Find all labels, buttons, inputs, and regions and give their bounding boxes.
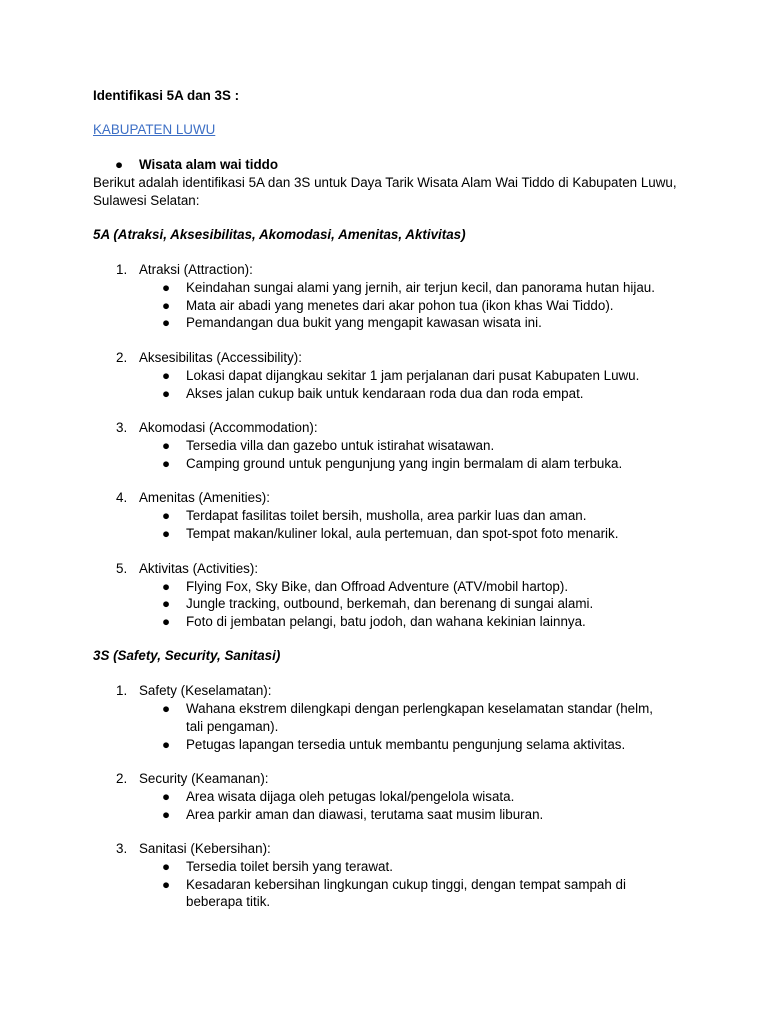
bullet-dot-icon: ● xyxy=(162,806,171,822)
list-item-header xyxy=(93,560,693,578)
list-number: 1. xyxy=(116,262,128,278)
list-item-label: Amenitas (Amenities): xyxy=(139,490,270,506)
list-item-header xyxy=(93,349,693,367)
numbered-list-item xyxy=(93,261,693,332)
bullet-text: Jungle tracking, outbound, berkemah, dan berenang di sungai alami. xyxy=(186,596,594,612)
bullet-text: Pemandangan dua bukit yang mengapit kawasan wisata ini. xyxy=(186,315,542,331)
bullet-text: Kesadaran kebersihan lingkungan cukup tinggi, dengan tempat sampah di beberapa titik. xyxy=(186,876,626,910)
bullet-dot-icon: ● xyxy=(162,455,171,471)
bullet-dot-icon: ● xyxy=(162,525,171,541)
bullet-dot-icon: ● xyxy=(162,297,171,313)
list-number: 3. xyxy=(116,420,128,436)
bullet-dot-icon: ● xyxy=(162,578,171,594)
list-item-header xyxy=(93,261,693,279)
destination-name: Wisata alam wai tiddo xyxy=(139,157,279,172)
bullet-dot-icon: ● xyxy=(162,613,171,629)
bullet-text: Area parkir aman dan diawasi, terutama saat musim liburan. xyxy=(186,806,544,822)
bullet-text: Keindahan sungai alami yang jernih, air terjun kecil, dan panorama hutan hijau. xyxy=(186,280,655,296)
bullet-dot-icon: ● xyxy=(162,596,171,612)
bullet-list xyxy=(93,367,693,402)
list-item-header xyxy=(93,840,693,858)
numbered-list-item xyxy=(93,682,693,753)
bullet-dot-icon: ● xyxy=(162,736,171,752)
list-item-header xyxy=(93,682,693,700)
list-item-label: Sanitasi (Kebersihan): xyxy=(139,841,271,857)
bullet-item xyxy=(93,858,656,876)
bullet-list xyxy=(93,437,693,472)
bullet-dot-icon: ● xyxy=(115,157,124,172)
bullet-text: Terdapat fasilitas toilet bersih, musholla, area parkir luas dan aman. xyxy=(186,508,587,524)
sections-container xyxy=(93,226,693,911)
bullet-list xyxy=(93,858,693,911)
list-number: 3. xyxy=(116,841,128,857)
bullet-text: Tempat makan/kuliner lokal, aula pertemuan, dan spot-spot foto menarik. xyxy=(186,525,619,541)
bullet-item xyxy=(93,578,656,596)
bullet-text: Mata air abadi yang menetes dari akar pohon tua (ikon khas Wai Tiddo). xyxy=(186,297,614,313)
bullet-dot-icon: ● xyxy=(162,508,171,524)
destination-bullet xyxy=(93,156,693,174)
list-number: 4. xyxy=(116,490,128,506)
numbered-list-item xyxy=(93,349,693,402)
bullet-item xyxy=(93,367,656,385)
list-item-label: Security (Keamanan): xyxy=(139,771,269,787)
bullet-item xyxy=(93,595,656,613)
region-link[interactable]: KABUPATEN LUWU xyxy=(93,122,216,137)
list-item-label: Aktivitas (Activities): xyxy=(139,560,259,576)
bullet-text: Petugas lapangan tersedia untuk membantu pengunjung selama aktivitas. xyxy=(186,736,626,752)
list-number: 5. xyxy=(116,560,128,576)
bullet-list xyxy=(93,279,693,332)
numbered-list-item xyxy=(93,560,693,631)
bullet-item xyxy=(93,613,656,631)
list-item-label: Akomodasi (Accommodation): xyxy=(139,420,318,436)
bullet-text: Flying Fox, Sky Bike, dan Offroad Adventure (ATV/mobil hartop). xyxy=(186,578,569,594)
bullet-item xyxy=(93,385,656,403)
list-number: 2. xyxy=(116,771,128,787)
numbered-list-item xyxy=(93,770,693,823)
bullet-dot-icon: ● xyxy=(162,280,171,296)
bullet-text: Tersedia villa dan gazebo untuk istirahat wisatawan. xyxy=(186,438,495,454)
bullet-text: Wahana ekstrem dilengkapi dengan perlengkapan keselamatan standar (helm, tali pengaman). xyxy=(186,701,653,734)
list-item-label: Aksesibilitas (Accessibility): xyxy=(139,349,302,365)
numbered-list-item xyxy=(93,419,693,472)
numbered-list xyxy=(93,682,693,911)
bullet-item xyxy=(93,455,656,473)
bullet-dot-icon: ● xyxy=(162,701,171,717)
bullet-item xyxy=(93,279,656,297)
bullet-item xyxy=(93,806,656,824)
bullet-text: Foto di jembatan pelangi, batu jodoh, dan wahana kekinian lainnya. xyxy=(186,613,586,629)
list-item-header xyxy=(93,770,693,788)
bullet-text: Tersedia toilet bersih yang terawat. xyxy=(186,859,393,875)
document-title: Identifikasi 5A dan 3S : xyxy=(93,88,240,103)
bullet-item xyxy=(93,700,656,735)
bullet-dot-icon: ● xyxy=(162,859,171,875)
bullet-list xyxy=(93,578,693,631)
list-item-label: Atraksi (Attraction): xyxy=(139,262,253,278)
bullet-item xyxy=(93,525,656,543)
bullet-list xyxy=(93,788,693,823)
bullet-item xyxy=(93,297,656,315)
bullet-dot-icon: ● xyxy=(162,315,171,331)
numbered-list-item xyxy=(93,840,693,911)
intro-paragraph: Berikut adalah identifikasi 5A dan 3S untuk Daya Tarik Wisata Alam Wai Tiddo di Kabupaten Luwu, Sulawesi Selatan: xyxy=(93,175,677,208)
numbered-list xyxy=(93,261,693,630)
bullet-item xyxy=(93,876,656,911)
list-number: 2. xyxy=(116,349,128,365)
bullet-item xyxy=(93,437,656,455)
bullet-text: Lokasi dapat dijangkau sekitar 1 jam perjalanan dari pusat Kabupaten Luwu. xyxy=(186,367,640,383)
bullet-dot-icon: ● xyxy=(162,789,171,805)
numbered-list-item xyxy=(93,489,693,542)
bullet-item xyxy=(93,314,656,332)
bullet-list xyxy=(93,700,693,753)
list-item-header xyxy=(93,419,693,437)
section-heading: 5A (Atraksi, Aksesibilitas, Akomodasi, Amenitas, Aktivitas) xyxy=(93,227,466,243)
list-item-label: Safety (Keselamatan): xyxy=(139,683,272,699)
bullet-dot-icon: ● xyxy=(162,438,171,454)
bullet-item xyxy=(93,736,656,754)
document-page xyxy=(93,87,693,911)
bullet-text: Camping ground untuk pengunjung yang ingin bermalam di alam terbuka. xyxy=(186,455,623,471)
section-heading: 3S (Safety, Security, Sanitasi) xyxy=(93,648,281,664)
bullet-dot-icon: ● xyxy=(162,385,171,401)
bullet-dot-icon: ● xyxy=(162,876,171,892)
list-item-header xyxy=(93,489,693,507)
bullet-list xyxy=(93,507,693,542)
bullet-text: Area wisata dijaga oleh petugas lokal/pengelola wisata. xyxy=(186,789,515,805)
bullet-item xyxy=(93,507,656,525)
bullet-item xyxy=(93,788,656,806)
bullet-dot-icon: ● xyxy=(162,367,171,383)
bullet-text: Akses jalan cukup baik untuk kendaraan roda dua dan roda empat. xyxy=(186,385,584,401)
list-number: 1. xyxy=(116,683,128,699)
